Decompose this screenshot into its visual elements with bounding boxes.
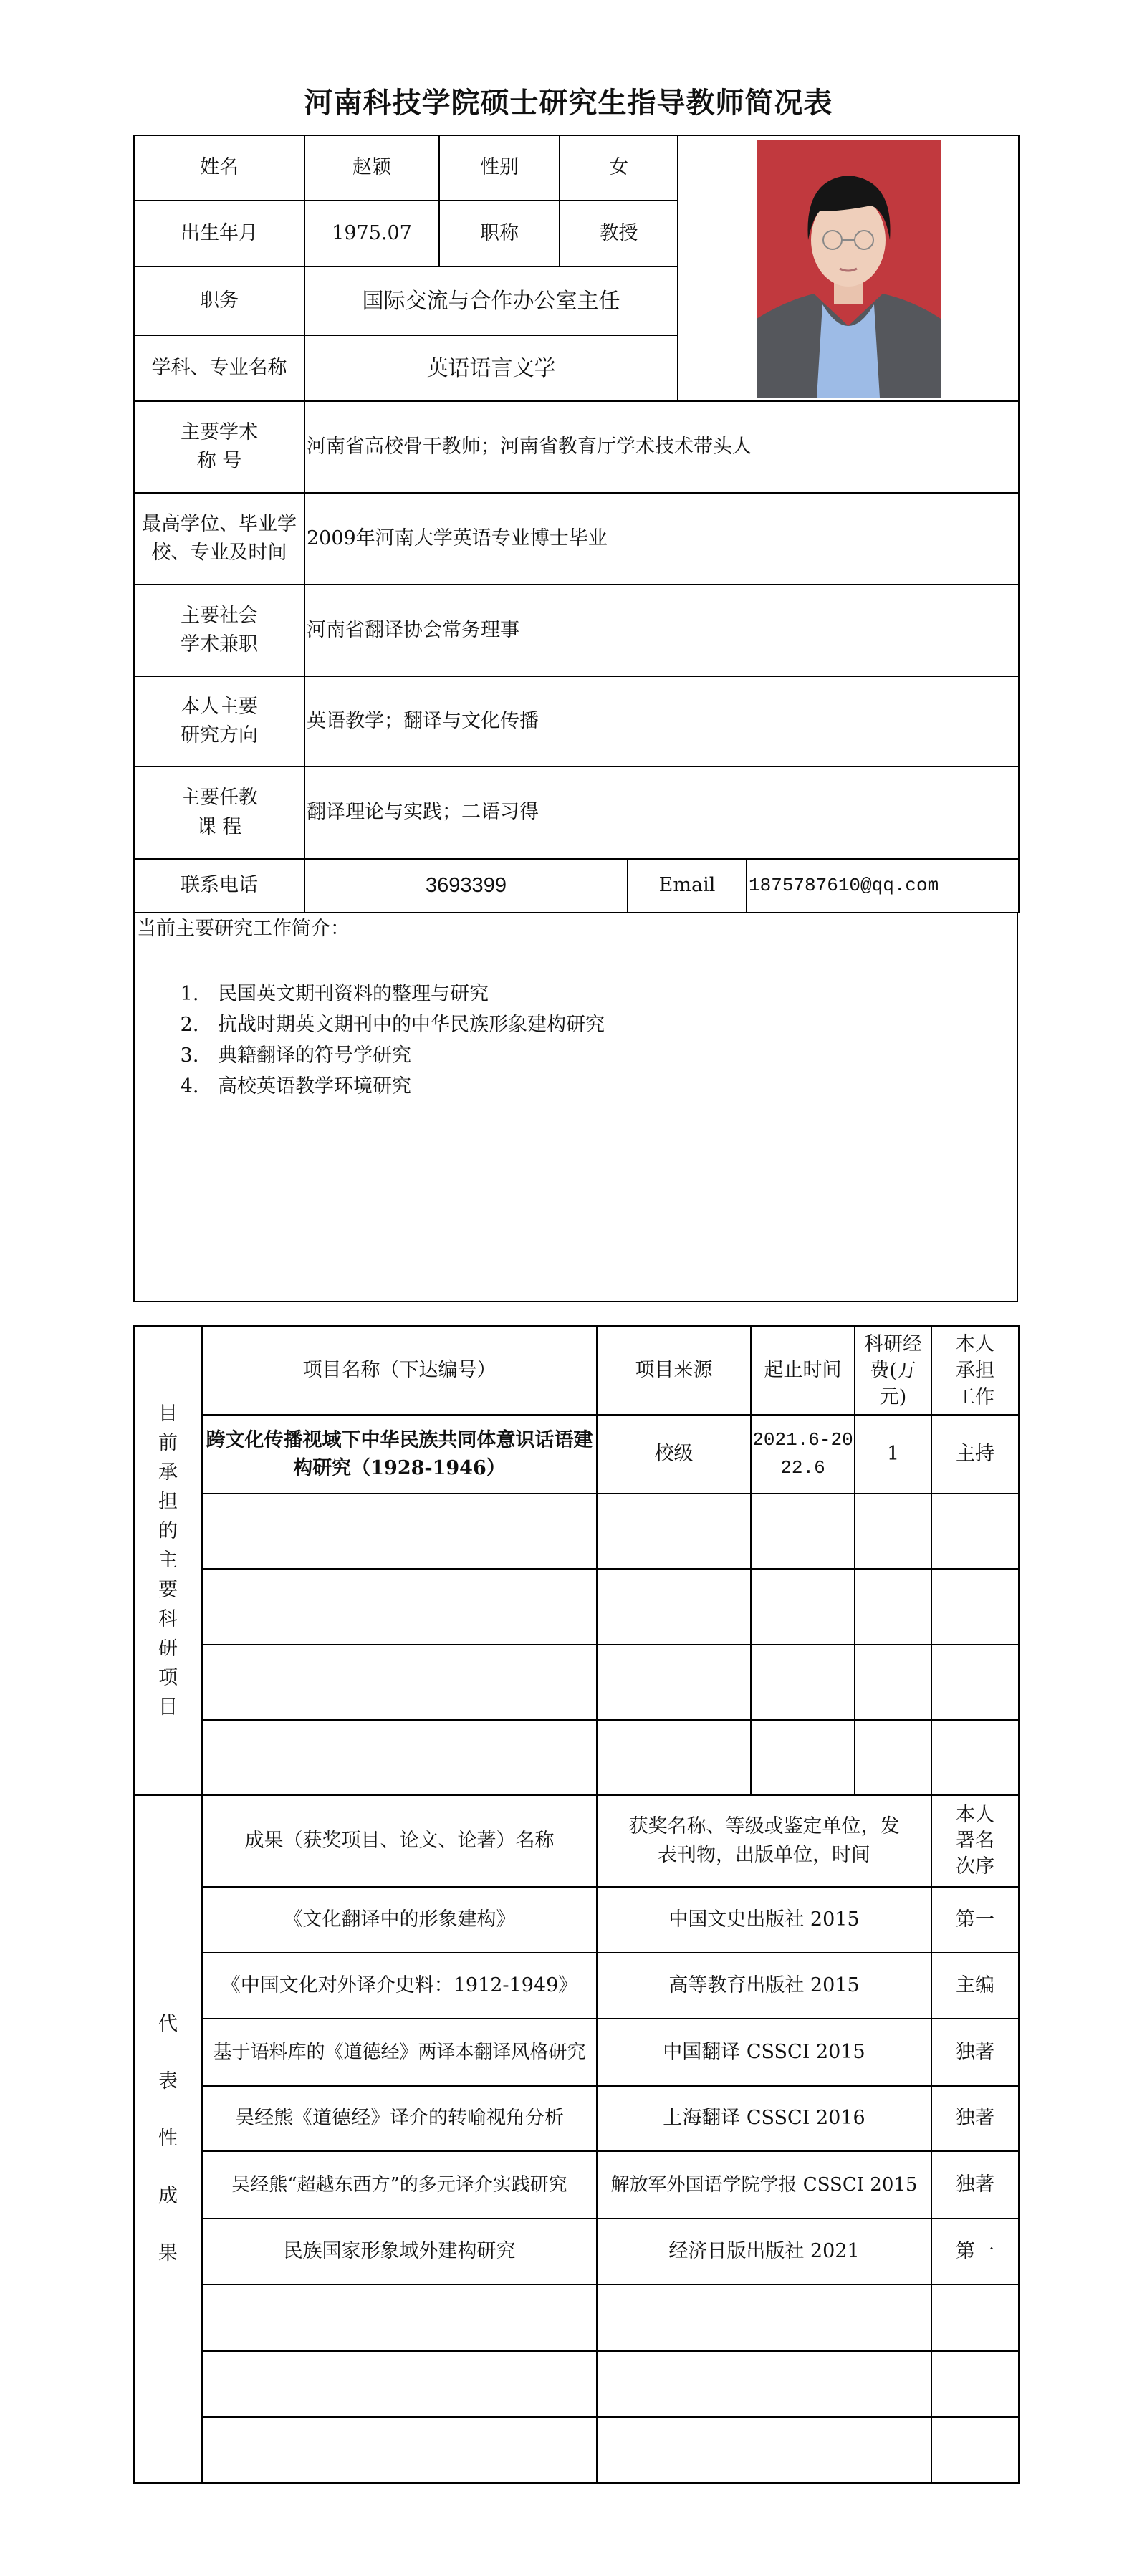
intro-item: 2. 抗战时期英文期刊中的中华民族形象建构研究 [205, 1009, 1014, 1040]
projects-table [133, 1325, 1020, 1796]
research-intro-table [133, 912, 1018, 1302]
projects-header-name: 项目名称（下达编号） [202, 1326, 597, 1415]
social-label-line1: 主要社会 [181, 604, 258, 627]
funding-header-text: 科研经费(万元) [864, 1332, 922, 1408]
table-row [134, 1953, 1019, 2019]
birth-label: 出生年月 [134, 201, 304, 266]
achievement-name: 吴经熊《道德经》译介的转喻视角分析 [202, 2086, 597, 2151]
project-source: 校级 [597, 1415, 751, 1494]
role-header-text: 本人承担工作 [956, 1332, 994, 1408]
table-row [134, 1720, 1019, 1795]
table-row [134, 1569, 1019, 1645]
table-row [134, 2284, 1019, 2351]
achievements-header-order [931, 1795, 1019, 1887]
gender-label: 性别 [439, 135, 560, 201]
titles-label-line2: 称 号 [196, 450, 242, 472]
achievements-side-label [134, 1795, 202, 2483]
table-row [134, 2219, 1019, 2284]
social-label [134, 585, 304, 676]
gender-value: 女 [560, 135, 678, 201]
achievement-order: 第一 [931, 2219, 1019, 2284]
achievements-side-text: 代表性成果 [158, 2013, 178, 2264]
email-label: Email [628, 859, 747, 913]
profile-table [133, 135, 1020, 860]
rank-label: 职称 [439, 201, 560, 266]
achievement-order: 第一 [931, 1887, 1019, 1953]
name-label: 姓名 [134, 135, 304, 201]
achievement-venue: 高等教育出版社 2015 [597, 1953, 931, 2019]
research-label-line1: 本人主要 [181, 695, 258, 718]
research-label-line2: 研究方向 [181, 724, 258, 746]
project-funding: 1 [855, 1415, 931, 1494]
phone-label: 联系电话 [134, 859, 304, 913]
projects-header-period: 起止时间 [751, 1326, 855, 1415]
achievements-header-name: 成果（获奖项目、论文、论著）名称 [202, 1795, 597, 1887]
email-value: 1875787610@qq.com [747, 859, 1019, 913]
achievements-table [133, 1794, 1020, 2484]
discipline-value: 英语语言文学 [304, 335, 678, 401]
table-row [134, 2151, 1019, 2219]
portrait-photo [757, 140, 941, 398]
research-intro [134, 913, 1017, 1302]
courses-value: 翻译理论与实践；二语习得 [304, 766, 1019, 859]
page-title: 河南科技学院硕士研究生指导教师简况表 [304, 87, 833, 120]
table-row [134, 2019, 1019, 2086]
achievement-venue: 上海翻译 CSSCI 2016 [597, 2086, 931, 2151]
projects-header-source: 项目来源 [597, 1326, 751, 1415]
social-value: 河南省翻译协会常务理事 [304, 585, 1019, 676]
titles-value: 河南省高校骨干教师；河南省教育厅学术技术带头人 [304, 401, 1019, 493]
rank-value: 教授 [560, 201, 678, 266]
intro-item: 3. 典籍翻译的符号学研究 [205, 1040, 1014, 1071]
intro-heading: 当前主要研究工作简介： [137, 918, 350, 940]
table-row [134, 2086, 1019, 2151]
titles-label-line1: 主要学术 [181, 420, 258, 443]
photo-cell [678, 135, 1019, 401]
achievement-venue: 中国文史出版社 2015 [597, 1887, 931, 1953]
achievement-order: 主编 [931, 1953, 1019, 2019]
achievement-name: 吴经熊“超越东西方”的多元译介实践研究 [202, 2151, 597, 2219]
name-value: 赵颖 [304, 135, 439, 201]
discipline-label: 学科、专业名称 [134, 335, 304, 401]
project-period: 2021.6-2022.6 [751, 1415, 855, 1494]
projects-header-role [931, 1326, 1019, 1415]
research-value: 英语教学；翻译与文化传播 [304, 676, 1019, 766]
table-row [134, 2417, 1019, 2483]
table-row [134, 1645, 1019, 1720]
degree-label-line2: 校、专业及时间 [151, 542, 287, 564]
degree-label [134, 493, 304, 585]
achievement-venue: 解放军外国语学院学报 CSSCI 2015 [597, 2151, 931, 2219]
research-label [134, 676, 304, 766]
intro-item: 1. 民国英文期刊资料的整理与研究 [205, 979, 1014, 1009]
achievement-name: 民族国家形象域外建构研究 [202, 2219, 597, 2284]
birth-value: 1975.07 [304, 201, 439, 266]
intro-item: 4. 高校英语教学环境研究 [205, 1071, 1014, 1102]
projects-side-label [134, 1326, 202, 1795]
achievement-order: 独著 [931, 2019, 1019, 2086]
position-label: 职务 [134, 266, 304, 335]
projects-side-text: 目前承担的主要科研项目 [158, 1403, 178, 1719]
project-role: 主持 [931, 1415, 1019, 1494]
courses-label-line1: 主要任教 [181, 787, 258, 809]
social-label-line2: 学术兼职 [181, 633, 258, 655]
achievements-header-venue: 获奖名称、等级或鉴定单位，发表刊物，出版单位，时间 [597, 1795, 931, 1887]
contact-table [133, 858, 1020, 913]
achievement-venue: 中国翻译 CSSCI 2015 [597, 2019, 931, 2086]
titles-label [134, 401, 304, 493]
achievement-name: 基于语料库的《道德经》两译本翻译风格研究 [202, 2019, 597, 2086]
degree-value: 2009年河南大学英语专业博士毕业 [304, 493, 1019, 585]
achievement-order: 独著 [931, 2151, 1019, 2219]
achievement-name: 《文化翻译中的形象建构》 [202, 1887, 597, 1953]
table-row [134, 1415, 1019, 1494]
achievement-venue: 经济日版出版社 2021 [597, 2219, 931, 2284]
phone-value: 3693399 [304, 859, 628, 913]
courses-label [134, 766, 304, 859]
courses-label-line2: 课 程 [196, 815, 242, 838]
achievement-name: 《中国文化对外译介史料：1912-1949》 [202, 1953, 597, 2019]
table-row [134, 2351, 1019, 2417]
achievement-order: 独著 [931, 2086, 1019, 2151]
project-name: 跨文化传播视域下中华民族共同体意识话语建构研究（1928-1946） [202, 1415, 597, 1494]
order-header-text: 本人署名次序 [956, 1804, 994, 1878]
table-row [134, 1494, 1019, 1569]
table-row [134, 1887, 1019, 1953]
degree-label-line1: 最高学位、毕业学 [142, 512, 297, 535]
position-value: 国际交流与合作办公室主任 [304, 266, 678, 335]
projects-header-funding [855, 1326, 931, 1415]
intro-list [137, 979, 1014, 1102]
